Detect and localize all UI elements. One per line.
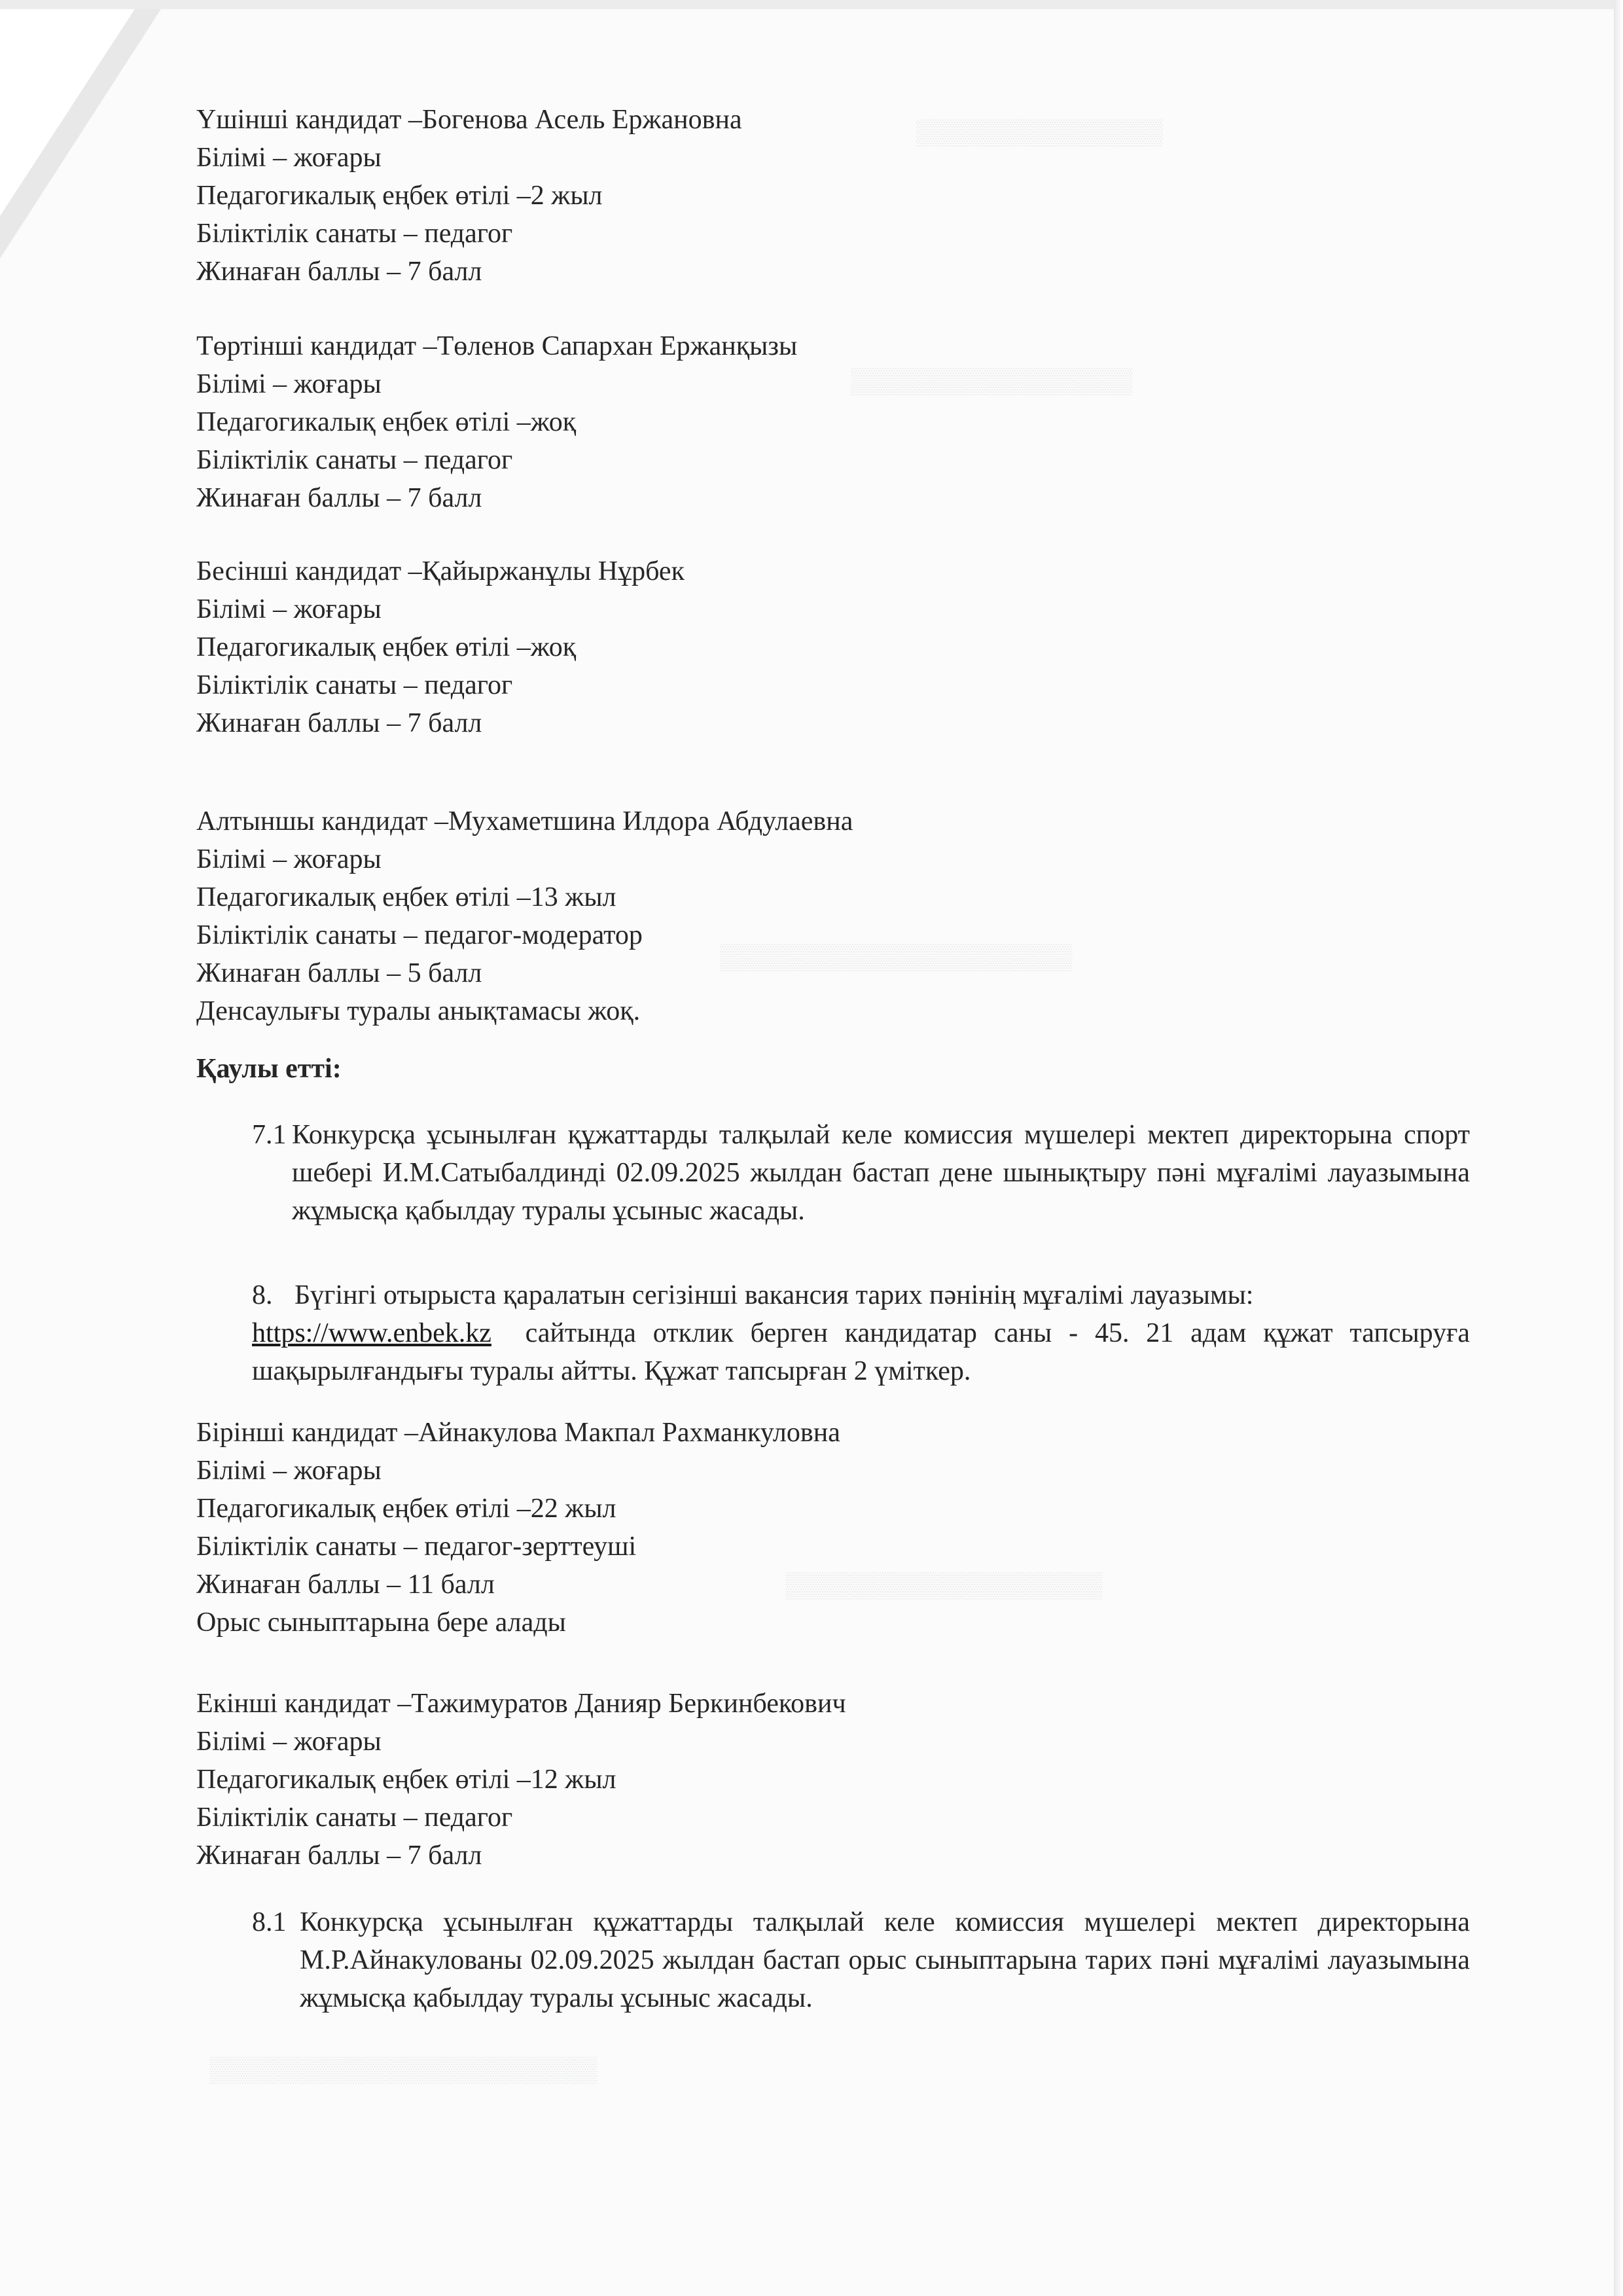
candidate-score: Жинаған баллы – 7 балл — [196, 1840, 482, 1871]
bleed-through-artifact: ▒▒▒▒▒▒▒▒▒▒▒▒▒▒▒▒▒▒ — [785, 1571, 1103, 1599]
candidate-category: Біліктілік санаты – педагог — [196, 1803, 513, 1833]
item-first-line: Бүгінгі отырыста қаралатын сегізінші вакансия тарих пәнінің мұғалімі лауазымы: — [294, 1280, 1254, 1310]
item-rest: сайтында отклик берген кандидатар саны - 45. 21 адам құжат тапсыруға шақырылғандығы туралы айтты. Құжат тапсырған 2 үміткер. — [252, 1318, 1470, 1386]
candidate-experience: Педагогикалық еңбек өтілі –жоқ — [196, 632, 577, 662]
candidate-experience: Педагогикалық еңбек өтілі –жоқ — [196, 407, 577, 437]
candidate-category: Біліктілік санаты – педагог — [196, 445, 513, 475]
decision-text: Конкурсқа ұсынылған құжаттарды талқылай келе комиссия мүшелері мектеп директорына М.Р.Айнакулованы 02.09.2025 жылдан бастап орыс сыныптарына тарих пәні мұғалімі лауазымына жұмысқа қабылдау туралы ұсыныс жасады. — [300, 1907, 1470, 2013]
candidate-category: Біліктілік санаты – педагог — [196, 219, 513, 249]
bleed-through-artifact: ▒▒▒▒▒▒▒▒▒▒▒▒▒▒ — [916, 118, 1163, 146]
candidate-education: Білімі – жоғары — [196, 844, 382, 874]
candidate-category: Біліктілік санаты – педагог-модератор — [196, 920, 643, 950]
candidate-score: Жинаған баллы – 7 балл — [196, 483, 482, 513]
candidate-education: Білімі – жоғары — [196, 594, 382, 624]
candidate-experience: Педагогикалық еңбек өтілі –12 жыл — [196, 1765, 616, 1795]
candidate-note: Денсаулығы туралы анықтамасы жоқ. — [196, 996, 641, 1026]
folded-corner-shadow — [0, 0, 170, 262]
bleed-through-artifact: ▒▒▒▒▒▒▒▒▒▒▒▒▒▒▒▒ — [851, 367, 1133, 395]
candidate-education: Білімі – жоғары — [196, 1727, 382, 1757]
candidate-score: Жинаған баллы – 7 балл — [196, 257, 482, 287]
bleed-through-artifact: ▒▒▒▒▒▒▒▒▒▒▒▒▒▒▒▒▒▒▒▒ — [720, 943, 1073, 971]
candidate-category: Біліктілік санаты – педагог — [196, 670, 513, 700]
candidate-education: Білімі – жоғары — [196, 369, 382, 399]
candidate-title: Үшінші кандидат –Богенова Асель Ержановна — [196, 105, 742, 135]
enbek-link[interactable]: https://www.enbek.kz — [252, 1318, 491, 1348]
candidate-title: Бірінші кандидат –Айнакулова Макпал Рахманкуловна — [196, 1418, 840, 1448]
decision-number: 8.1 — [252, 1907, 287, 1937]
item-number: 8. — [252, 1280, 273, 1310]
resolution-heading: Қаулы етті: — [196, 1054, 342, 1084]
candidate-category: Біліктілік санаты – педагог-зерттеуші — [196, 1532, 637, 1562]
candidate-title: Екінші кандидат –Тажимуратов Данияр Беркинбекович — [196, 1689, 846, 1719]
candidate-education: Білімі – жоғары — [196, 1456, 382, 1486]
candidate-experience: Педагогикалық еңбек өтілі –2 жыл — [196, 181, 603, 211]
candidate-title: Төртінші кандидат –Төленов Сапархан Ержанқызы — [196, 331, 798, 361]
item-body — [252, 1314, 1470, 1390]
candidate-score: Жинаған баллы – 5 балл — [196, 958, 482, 988]
candidate-experience: Педагогикалық еңбек өтілі –22 жыл — [196, 1494, 616, 1524]
candidate-title: Алтыншы кандидат –Мухаметшина Илдора Абдулаевна — [196, 806, 853, 836]
decision-text: Конкурсқа ұсынылған құжаттарды талқылай келе комиссия мүшелері мектеп директорына спорт шебері И.М.Сатыбалдинді 02.09.2025 жылдан бастап дене шынықтыру пәні мұғалімі лауазымына жұмысқа қабылдау туралы ұсыныс жасады. — [292, 1120, 1470, 1226]
candidate-note: Орыс сыныптарына бере алады — [196, 1607, 566, 1638]
candidate-education: Білімі – жоғары — [196, 143, 382, 173]
scan-right-edge — [1614, 0, 1623, 2296]
decision-number: 7.1 — [252, 1120, 287, 1150]
scan-top-edge — [0, 0, 1623, 9]
candidate-score: Жинаған баллы – 7 балл — [196, 708, 482, 738]
candidate-score: Жинаған баллы – 11 балл — [196, 1570, 495, 1600]
candidate-experience: Педагогикалық еңбек өтілі –13 жыл — [196, 882, 616, 912]
candidate-title: Бесінші кандидат –Қайыржанұлы Нұрбек — [196, 556, 685, 586]
bleed-through-artifact: ▒▒▒▒▒▒▒▒▒▒▒▒▒▒▒▒▒▒▒▒▒▒ — [209, 2056, 597, 2083]
